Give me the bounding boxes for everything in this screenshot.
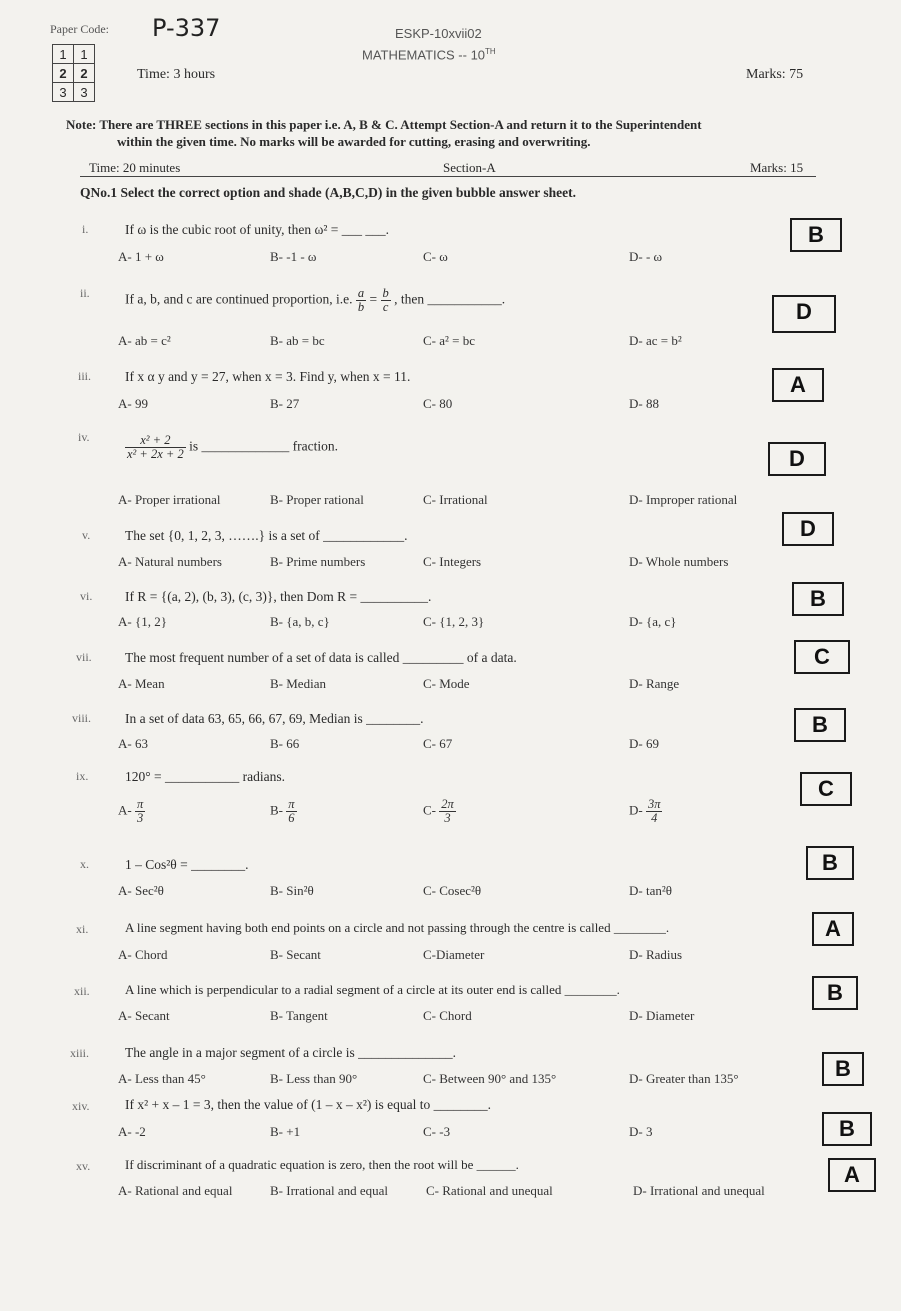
option-c: C-Diameter <box>423 947 485 962</box>
option-d: D- tan²θ <box>629 883 672 898</box>
option-d <box>629 798 662 825</box>
option-c: C- a² = bc <box>423 333 476 348</box>
question-number: ix. <box>76 769 89 783</box>
handwritten-answer-box: C <box>800 772 852 806</box>
question-text-pre: If a, b, and c are continued proportion, i.e. <box>125 291 353 307</box>
option-a: A- ab = c² <box>118 333 171 348</box>
question-number: iv. <box>78 430 90 444</box>
note-line-1: Note: There are THREE sections in this paper i.e. A, B & C. Attempt Section-A and return it to the Superintendent <box>66 117 702 132</box>
question-number: xi. <box>76 922 89 936</box>
option-a: A- Secant <box>118 1008 170 1023</box>
code-digit: 3 <box>53 83 74 102</box>
code-digit: 1 <box>74 45 95 64</box>
question-text-post: is _____________ fraction. <box>189 438 338 454</box>
option-c: C- Mode <box>423 676 470 691</box>
note-line-2: within the given time. No marks will be awarded for cutting, erasing and overwriting. <box>117 134 591 149</box>
option-c <box>423 798 456 825</box>
option-a: A- {1, 2} <box>118 614 167 629</box>
question-number: ii. <box>80 286 90 300</box>
fraction-den: 3 <box>444 811 451 825</box>
handwritten-answer-box: D <box>772 295 836 333</box>
option-d: D- Diameter <box>629 1008 695 1023</box>
option-d: D- ac = b² <box>629 333 682 348</box>
handwritten-answer-box: C <box>794 640 850 674</box>
exam-marks: Marks: 75 <box>746 67 804 82</box>
option-prefix: A- <box>118 802 132 818</box>
option-a: A- Natural numbers <box>118 554 222 569</box>
option-d: D- Radius <box>629 947 683 962</box>
code-digit-shaded: 2 <box>74 64 95 83</box>
option-d: D- Greater than 135° <box>629 1071 739 1086</box>
option-d: D- Improper rational <box>629 492 738 507</box>
option-a: A- Mean <box>118 676 165 691</box>
fraction <box>646 798 663 825</box>
handwritten-answer-box: B <box>806 846 854 880</box>
option-b: B- 66 <box>270 736 300 751</box>
handwritten-answer-box: B <box>822 1112 872 1146</box>
question-text: The most frequent number of a set of data is called _________ of a data. <box>125 650 517 665</box>
fraction-den: x² + 2x + 2 <box>127 447 184 461</box>
fraction <box>135 798 145 825</box>
code-digit-shaded: 2 <box>53 64 74 83</box>
question-number: vi. <box>80 589 93 603</box>
option-b: B- Less than 90° <box>270 1071 358 1086</box>
fraction-den: 4 <box>651 811 658 825</box>
fraction-num: π <box>136 797 144 811</box>
question-text: If R = {(a, 2), (b, 3), (c, 3)}, then Dom R = __________. <box>125 589 432 604</box>
question-number: v. <box>82 528 91 542</box>
question-text: A line segment having both end points on a circle and not passing through the centre is called ________. <box>125 920 670 935</box>
fraction-den: b <box>357 300 365 314</box>
fraction-den: 3 <box>136 811 144 825</box>
fraction-num: 3π <box>647 797 661 811</box>
option-prefix: C- <box>423 802 436 818</box>
question-text: The angle in a major segment of a circle is ______________. <box>125 1045 457 1060</box>
option-c: C- -3 <box>423 1124 451 1139</box>
option-b: B- {a, b, c} <box>270 614 330 629</box>
option-c: C- Cosec²θ <box>423 883 482 898</box>
option-c: C- 80 <box>423 396 453 411</box>
exam-time: Time: 3 hours <box>137 67 216 82</box>
option-a: A- 1 + ω <box>118 249 164 264</box>
handwritten-answer-box: B <box>790 218 842 252</box>
handwritten-answer-box: D <box>768 442 826 476</box>
option-d: D- Irrational and unequal <box>633 1183 765 1198</box>
handwritten-answer-box: A <box>828 1158 876 1192</box>
fraction <box>356 287 366 314</box>
option-a: A- Chord <box>118 947 168 962</box>
option-b: B- +1 <box>270 1124 301 1139</box>
option-a: A- 99 <box>118 396 148 411</box>
fraction <box>381 287 391 314</box>
option-a: A- 63 <box>118 736 148 751</box>
question-number: xiv. <box>72 1099 90 1113</box>
fraction <box>439 798 456 825</box>
question-number: xv. <box>76 1159 91 1173</box>
option-a: A- Sec²θ <box>118 883 164 898</box>
question-text: 1 – Cos²θ = ________. <box>125 857 249 872</box>
option-c: C- Between 90° and 135° <box>423 1071 557 1086</box>
question-number: vii. <box>76 650 92 664</box>
handwritten-answer-box: D <box>782 512 834 546</box>
option-prefix: D- <box>629 802 643 818</box>
question-number: iii. <box>78 369 92 383</box>
option-b: B- Tangent <box>270 1008 328 1023</box>
paper-code-label: Paper Code: <box>50 22 109 36</box>
fraction-num: 2π <box>441 797 454 811</box>
fraction-num: b <box>382 286 389 300</box>
handwritten-answer-box: A <box>812 912 854 946</box>
question-text: 120° = ___________ radians. <box>125 769 285 784</box>
option-c: C- Irrational <box>423 492 488 507</box>
subject-name: MATHEMATICS -- 10 <box>362 47 486 63</box>
question-text: If a, b, and c are continued proportion, i.e. $\frac{a}{b}$ = $\frac{b}{c}$ , then ___________. <box>125 286 506 314</box>
option-b: B- Proper rational <box>270 492 364 507</box>
question-text-post: , then ___________. <box>394 291 506 307</box>
question-text: If discriminant of a quadratic equation is zero, then the root will be ______. <box>125 1157 519 1172</box>
option-d: D- 88 <box>629 396 659 411</box>
option-d: D- 3 <box>629 1124 653 1139</box>
option-d: D- Whole numbers <box>629 554 729 569</box>
section-divider <box>80 176 816 177</box>
section-time: Time: 20 minutes <box>89 160 181 175</box>
question-text: If ω is the cubic root of unity, then ω² = ___ ___. <box>125 222 390 237</box>
option-a <box>118 798 145 825</box>
question-text: If x² + x – 1 = 3, then the value of (1 – x – x²) is equal to ________. <box>125 1097 492 1112</box>
option-b: B- Median <box>270 676 326 691</box>
option-b: B- ab = bc <box>270 333 325 348</box>
option-b: B- Irrational and equal <box>270 1183 389 1198</box>
handwritten-answer-box: B <box>794 708 846 742</box>
section-marks: Marks: 15 <box>750 160 804 175</box>
option-c: C- ω <box>423 249 448 264</box>
question-text: If x α y and y = 27, when x = 3. Find y, when x = 11. <box>125 369 411 384</box>
option-a: A- -2 <box>118 1124 146 1139</box>
fraction-num: π <box>288 797 295 811</box>
question-number: viii. <box>72 711 92 725</box>
fraction <box>125 434 186 461</box>
option-d: D- 69 <box>629 736 659 751</box>
handwritten-answer-box: B <box>792 582 844 616</box>
option-d: D- - ω <box>629 249 663 264</box>
fraction-num: x² + 2 <box>125 434 186 448</box>
option-c: C- 67 <box>423 736 453 751</box>
question-text: The set {0, 1, 2, 3, …….} is a set of ____________. <box>125 528 408 543</box>
option-b: B- Secant <box>270 947 321 962</box>
subject-sup: TH <box>485 47 496 56</box>
option-c: C- Chord <box>423 1008 472 1023</box>
paper-code-grid <box>52 44 95 102</box>
option-b: B- -1 - ω <box>270 249 317 264</box>
paper-code-handwritten: P-337 <box>152 14 221 42</box>
code-digit: 3 <box>74 83 95 102</box>
option-c: C- Integers <box>423 554 482 569</box>
option-d: D- Range <box>629 676 680 691</box>
option-a: A- Rational and equal <box>118 1183 233 1198</box>
option-b: B- 27 <box>270 396 300 411</box>
handwritten-answer-box: B <box>822 1052 864 1086</box>
option-b <box>270 798 297 825</box>
question-number: x. <box>80 857 89 871</box>
option-b: B- Prime numbers <box>270 554 366 569</box>
question-instruction: QNo.1 Select the correct option and shade (A,B,C,D) in the given bubble answer sheet. <box>80 185 576 200</box>
fraction-den: 6 <box>288 811 295 825</box>
question-text: In a set of data 63, 65, 66, 67, 69, Median is ________. <box>125 711 424 726</box>
option-b: B- Sin²θ <box>270 883 314 898</box>
fraction <box>286 798 296 825</box>
fraction-num: a <box>357 286 365 300</box>
option-c: C- Rational and unequal <box>426 1183 553 1198</box>
question-text: A line which is perpendicular to a radial segment of a circle at its outer end is called ________. <box>125 982 620 997</box>
section-title: Section-A <box>443 160 496 175</box>
option-c: C- {1, 2, 3} <box>423 614 485 629</box>
question-number: i. <box>82 222 89 236</box>
option-prefix: B- <box>270 802 283 818</box>
subject-title <box>362 47 496 62</box>
handwritten-answer-box: A <box>772 368 824 402</box>
option-d: D- {a, c} <box>629 614 677 629</box>
question-number: xii. <box>74 984 90 998</box>
option-a: A- Less than 45° <box>118 1071 206 1086</box>
question-text <box>125 434 338 461</box>
option-a: A- Proper irrational <box>118 492 221 507</box>
question-number: xiii. <box>70 1046 90 1060</box>
fraction-den: c <box>382 300 389 314</box>
exam-code: ESKP-10xvii02 <box>395 26 482 41</box>
handwritten-answer-box: B <box>812 976 858 1010</box>
code-digit: 1 <box>53 45 74 64</box>
